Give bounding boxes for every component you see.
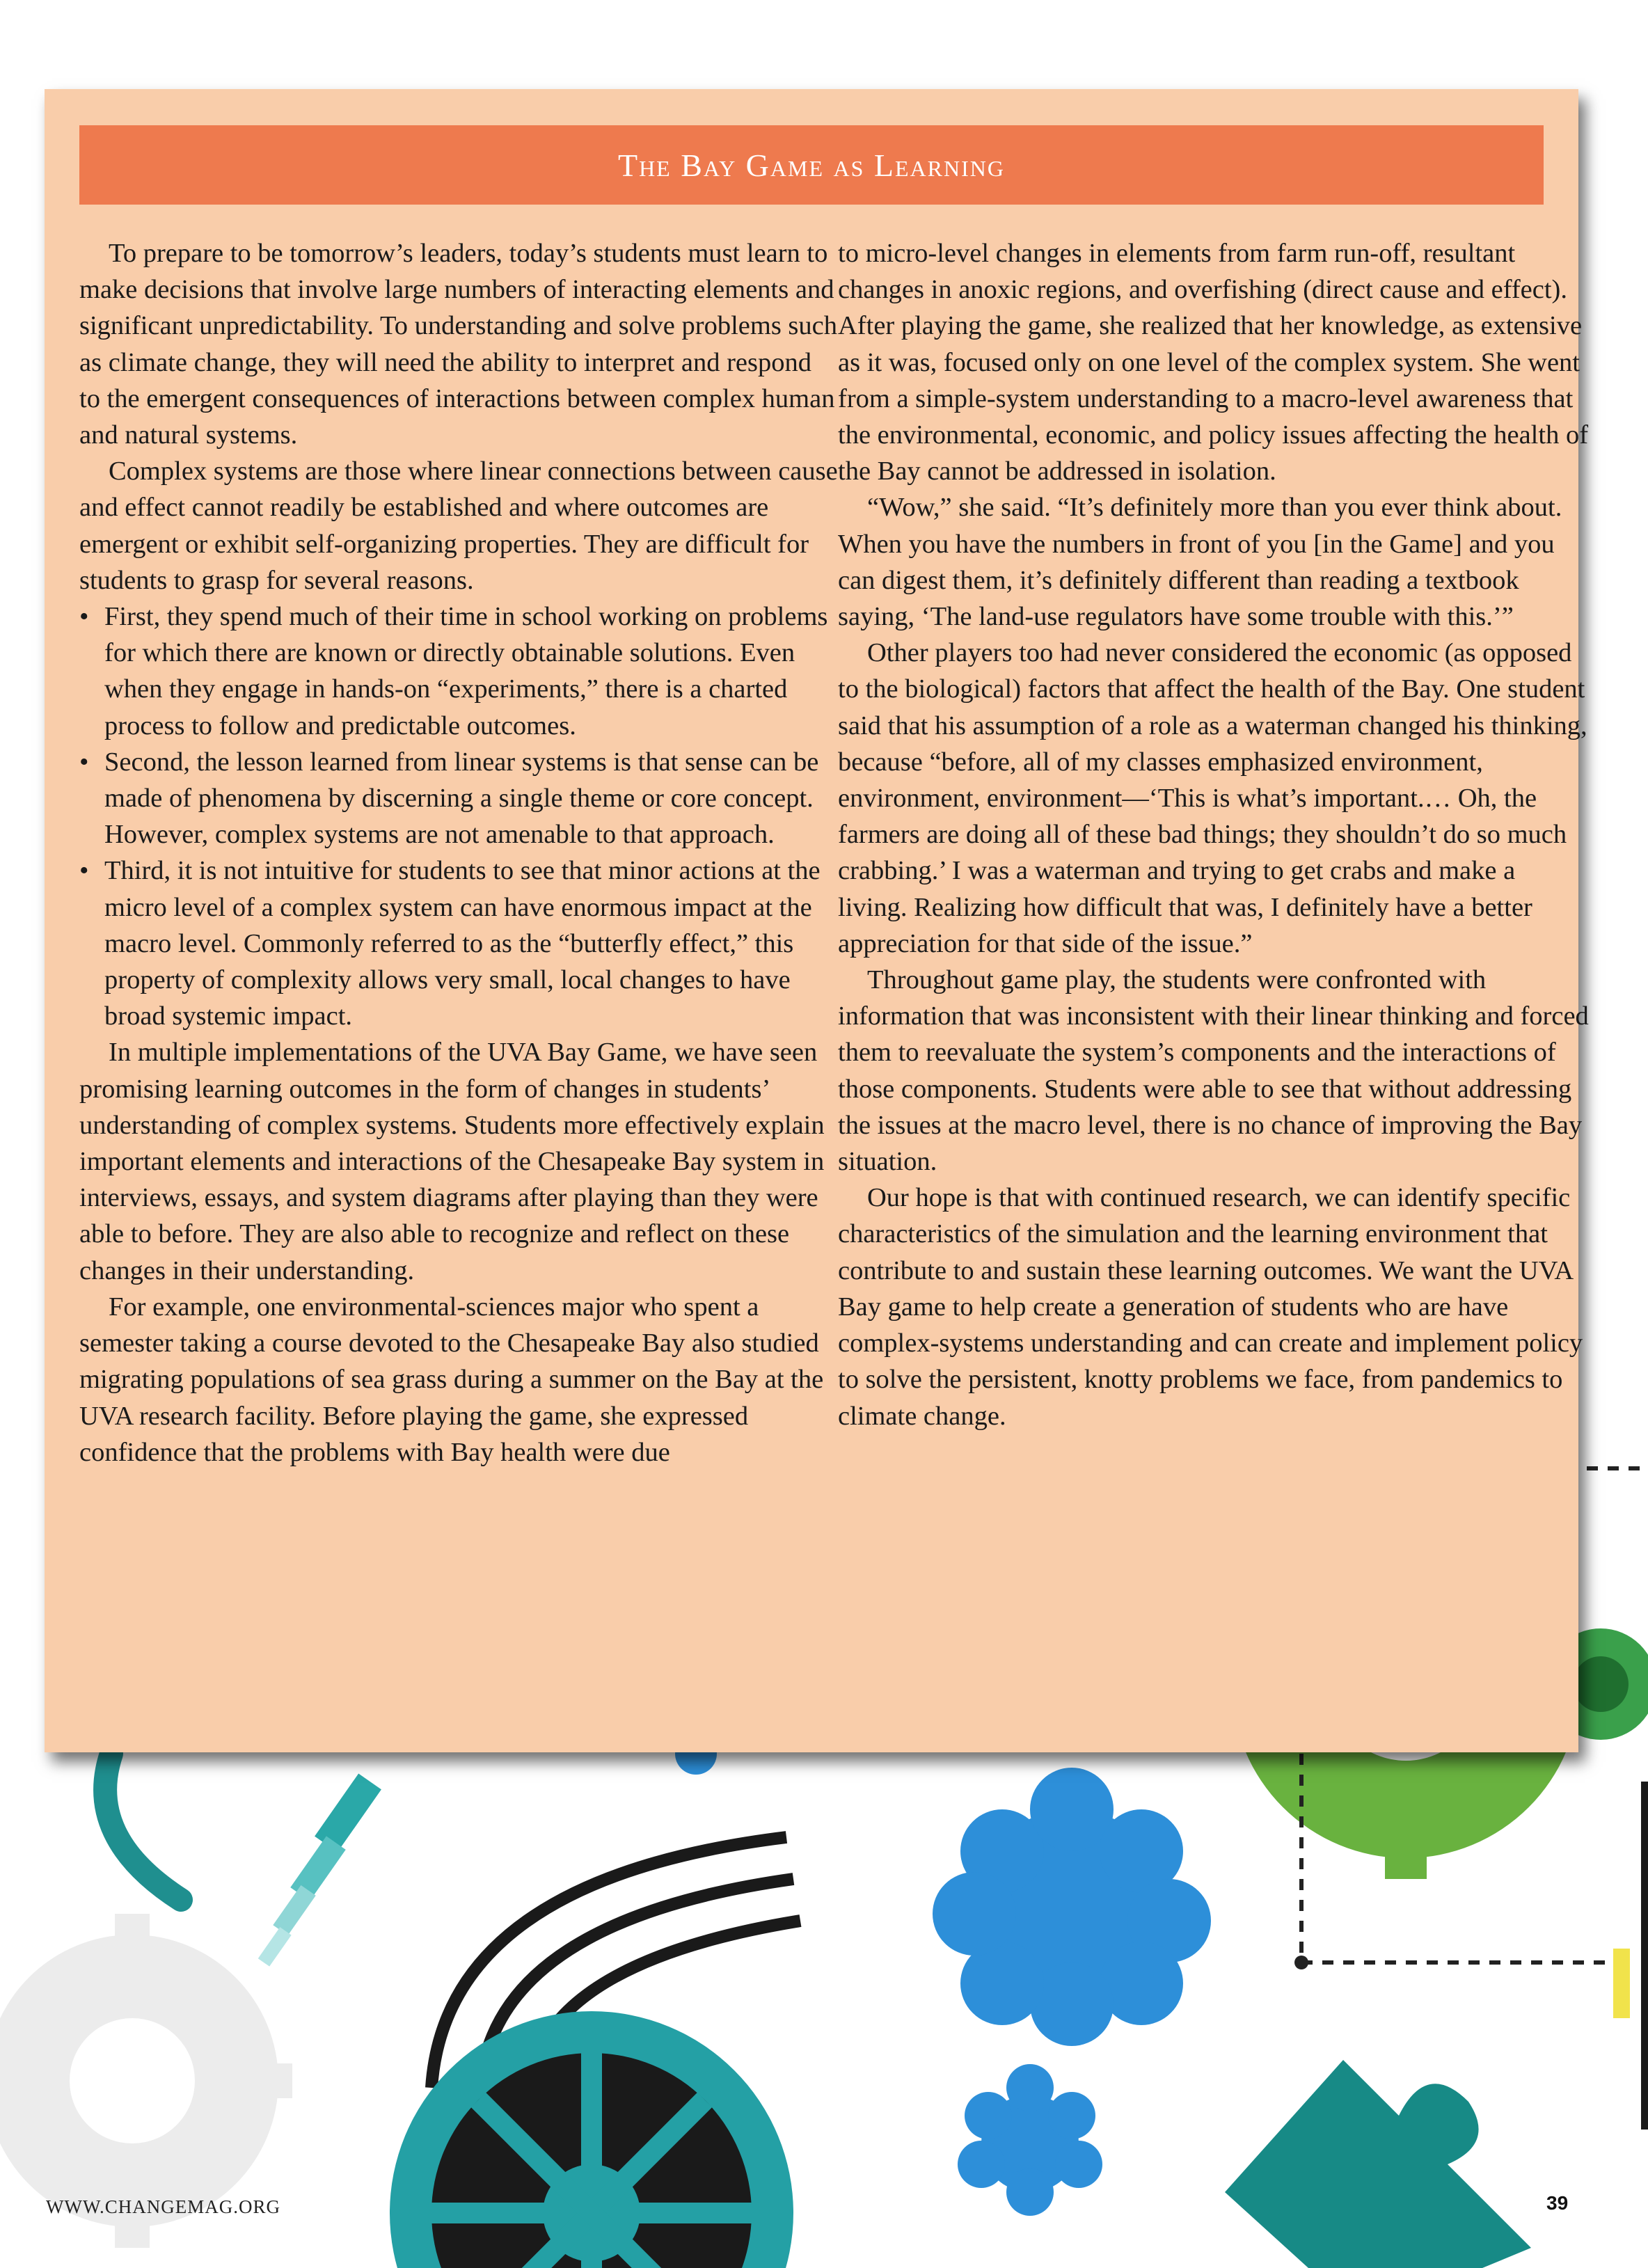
bullet-text: Third, it is not intuitive for students to see that minor actions at the micro level of a complex system can have enormous impact at the macro level. Commonly referred to as the “butterfly effect,” this property of complexity allows very small, local changes to have broad systemic impact. [104,856,821,1031]
bullet-dot-icon: • [79,602,89,632]
paragraph: Other players too had never considered the economic (as opposed to the biological) factors that affect the health of the Bay. One student said that his assumption of a role as a waterman changed his thinking, because “before, all of my classes emphasized environment, environment, environment—‘This is what’s important.… Oh, the farmers are doing all of these bad things; they shouldn’t do so much crabbing.’ I was a waterman and trying to get crabs and make a living. Realizing how difficult that was, I definitely have a better appreciation for that side of the issue.” [838,638,1587,958]
bullet-item [79,853,838,1034]
paragraph: In multiple implementations of the UVA Bay Game, we have seen promising learning outcomes in the form of changes in students’ understanding of complex systems. Students more effectively explain important elements and interactions of the Chesapeake Bay system in interviews, essays, and system diagrams after playing than they were able to before. They are also able to recognize and reflect on these changes in their understanding. [79,1038,825,1285]
yellow-tab-shape [1613,1949,1630,2018]
small-blue-flower-icon [958,2064,1102,2216]
paragraph: Our hope is that with continued research, we can identify specific characteristics of the simulation and the learning environment that contribute to and sustain these learning outcomes. We want the UVA Bay game to help create a generation of students who are have complex-systems understanding and can create and implement policy to solve the persistent, knotty problems we face, from pandemics to climate change. [838,1183,1583,1431]
paragraph: To prepare to be tomorrow’s leaders, today’s students must learn to make decisions that involve large numbers of interacting elements and significant unpredictability. To understanding and solve problems such as climate change, they will need the ability to interpret and respond to the emergent consequences of interactions between complex human and natural systems. [79,239,837,450]
paragraph: Complex systems are those where linear connections between cause and effect cannot readily be established and where outcomes are emergent or exhibit self-organizing properties. They are difficult for students to grasp for several reasons. [79,457,838,595]
sidebar-box [45,89,1589,1752]
blue-flower-icon [933,1768,1211,2046]
bullet-item [79,598,838,744]
paragraph: “Wow,” she said. “It’s definitely more than you ever think about. When you have the numbers in front of you [in the Game] and you can digest them, it’s definitely different than reading a textbook saying, ‘The land-use regulators have some trouble with this.’” [838,493,1562,632]
right-column [838,235,1590,1434]
black-edge-shape [1641,1782,1648,2130]
sidebar-title: The Bay Game as Learning [617,147,1006,183]
film-reel-icon [390,2011,793,2268]
teal-stripes-shape [258,1773,381,1966]
bullet-dot-icon: • [79,747,89,777]
footer-url: WWW.CHANGEMAG.ORG [46,2196,280,2217]
bullet-item [79,744,838,853]
teal-arc-shape [105,1754,181,1900]
left-column [79,235,838,1470]
paragraph: For example, one environmental-sciences major who spent a semester taking a course devoted to the Chesapeake Bay also studied migrating populations of sea grass during a summer on the Bay at the UVA research facility. Before playing the game, she expressed confidence that the problems with Bay health were due [79,1292,824,1467]
sidebar-title-bar [79,125,1544,205]
paragraph: Throughout game play, the students were confronted with information that was inconsistent with their linear thinking and forced them to reevaluate the system’s components and the interactions of those components. Students were able to see that without addressing the issues at the macro level, there is no chance of improving the Bay situation. [838,965,1589,1177]
bullet-text: First, they spend much of their time in school working on problems for which there are known or directly obtainable solutions. Even when they engage in hands-on “experiments,” there is a charted process to follow and predictable outcomes. [104,602,828,740]
paragraph: to micro-level changes in elements from farm run-off, resultant changes in anoxic regions, and overfishing (direct cause and effect). After playing the game, she realized that her knowledge, as extensive as it was, focused only on one level of the complex system. She went from a simple-system understanding to a macro-level awareness that the environmental, economic, and policy issues affecting the health of the Bay cannot be addressed in isolation. [838,239,1589,486]
bullet-text: Second, the lesson learned from linear systems is that sense can be made of phenomena by discerning a single theme or core concept. However, complex systems are not amenable to that approach. [104,747,819,850]
bullet-dot-icon: • [79,856,89,886]
page-number: 39 [1546,2192,1569,2214]
